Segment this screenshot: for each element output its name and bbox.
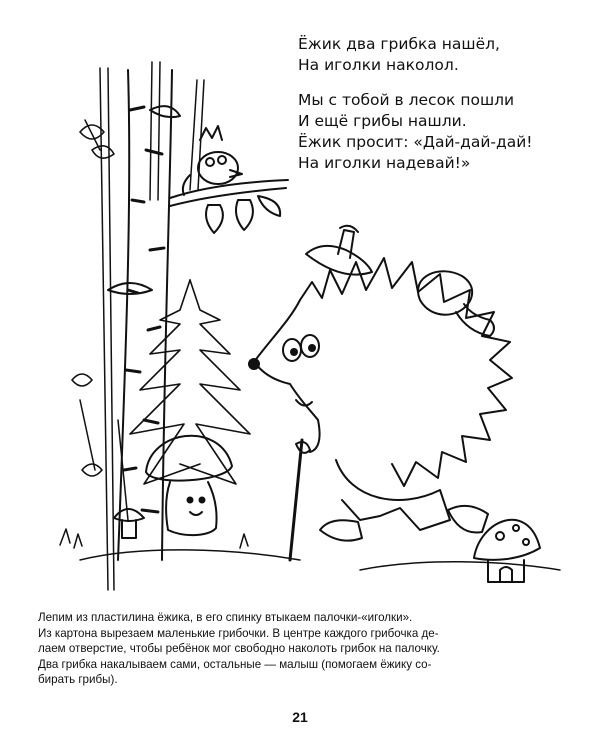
leaves-left	[72, 125, 114, 476]
instruction-line: лаем отверстие, чтобы ребёнок мог свободно наколоть грибок на палочку.	[38, 642, 440, 655]
poem-line: Ёжик два грибка нашёл,	[298, 35, 500, 53]
instruction-line: Из картона вырезаем маленькие грибочки. В центре каждого грибочка де-	[38, 626, 439, 640]
fir-tree	[130, 280, 250, 484]
instructions	[38, 610, 568, 688]
instruction-line: Два грибка накалываем сами, остальные — малыш (помогаем ёжику со-	[38, 657, 432, 671]
poem-line: На иголки надевай!»	[298, 154, 471, 172]
poem-line: На иголки наколол.	[298, 56, 459, 74]
poem-line: И ещё грибы нашли.	[298, 112, 467, 130]
instruction-line: Лепим из пластилина ёжика, в его спинку втыкаем палочки-«иголки».	[38, 611, 413, 624]
birch-trunk	[108, 70, 288, 560]
poem-line: Ёжик просит: «Дай-дай-дай!	[298, 133, 533, 151]
poem-line: Мы с тобой в лесок пошли	[298, 91, 515, 109]
mushroom-on-back	[418, 271, 494, 336]
instruction-line: бирать грибы).	[38, 673, 118, 686]
mushroom-large	[146, 436, 232, 535]
mushroom-on-head	[306, 226, 372, 275]
page-number: 21	[292, 709, 308, 725]
hedgehog	[249, 258, 512, 560]
